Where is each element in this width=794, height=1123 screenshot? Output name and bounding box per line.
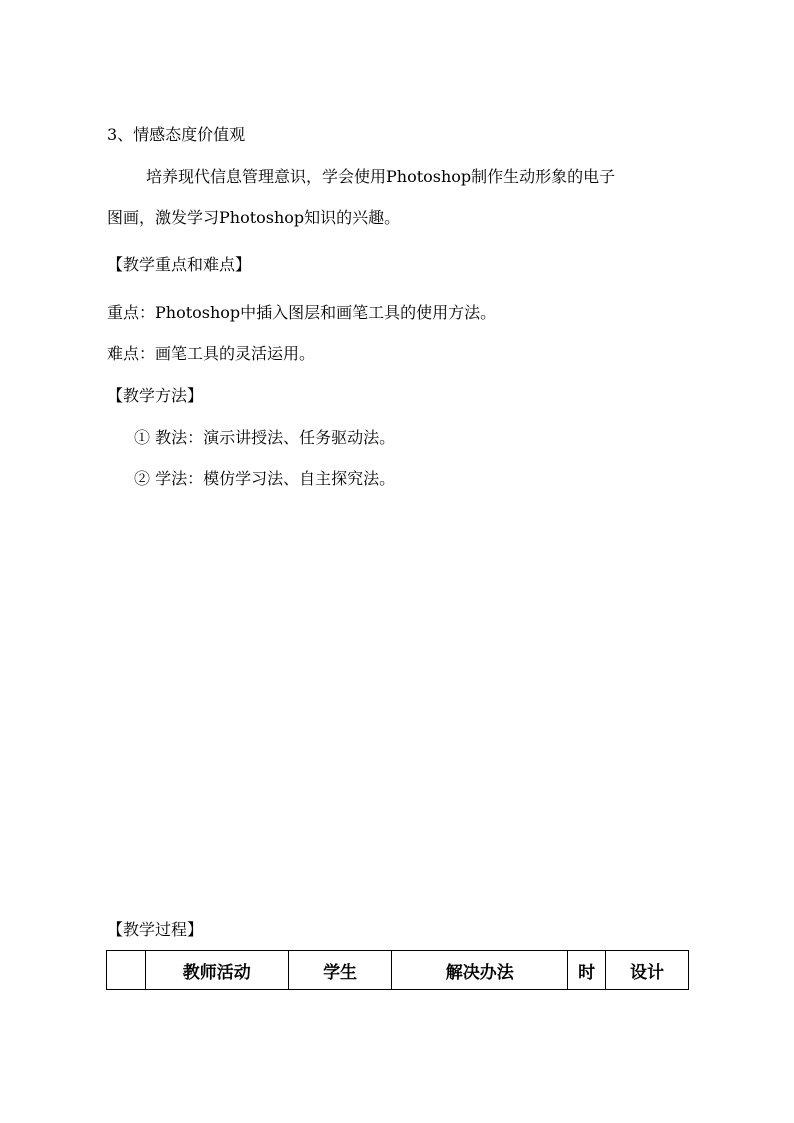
table-header-solution: 解决办法 (392, 951, 568, 990)
key-points-heading: 【教学重点和难点】 (107, 255, 252, 274)
section3-paragraph-line2: 图画，激发学习Photoshop知识的兴趣。 (107, 208, 401, 227)
process-heading: 【教学过程】 (107, 920, 204, 939)
difficulty-text: 难点：画笔工具的灵活运用。 (107, 344, 316, 363)
table-header-design: 设计 (606, 951, 689, 990)
table-header-teacher-activity: 教师活动 (145, 951, 288, 990)
key-point-text: 重点：Photoshop中插入图层和画笔工具的使用方法。 (107, 303, 497, 322)
learning-method-item: ② 学法：模仿学习法、自主探究法。 (134, 469, 396, 488)
teaching-method-item: ① 教法：演示讲授法、任务驱动法。 (134, 428, 396, 447)
section3-heading: 3、情感态度价值观 (107, 125, 246, 144)
table-header-row (107, 951, 689, 990)
table-header-cell-blank (107, 951, 146, 990)
section3-paragraph-line1: 培养现代信息管理意识，学会使用Photoshop制作生动形象的电子 (146, 167, 616, 186)
table-header-time: 时 (568, 951, 606, 990)
methods-heading: 【教学方法】 (107, 386, 204, 405)
process-table (106, 950, 689, 990)
table-header-student: 学生 (288, 951, 392, 990)
